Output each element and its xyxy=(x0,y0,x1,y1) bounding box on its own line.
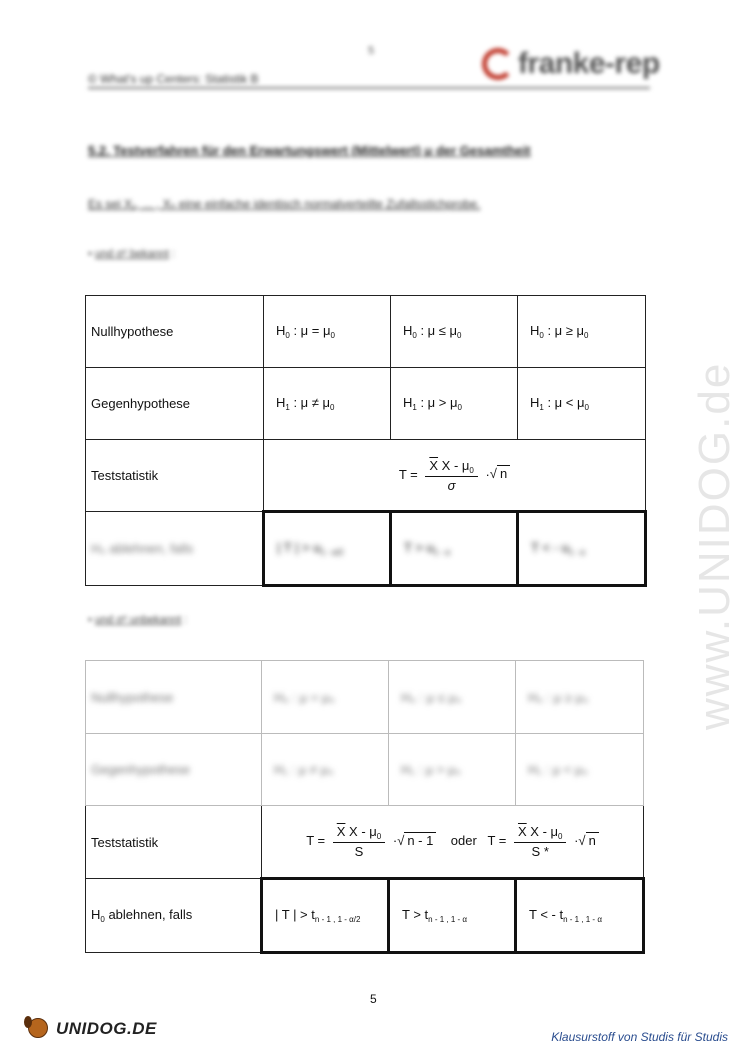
logo-c-icon xyxy=(482,48,514,80)
bullet-known-variance xyxy=(88,248,175,260)
hypothesis-cell: H₀ : μ = μ₀ xyxy=(262,661,389,734)
hypothesis-cell: $H_0$ : $\mu \ge \mu_0$ xyxy=(518,296,646,368)
page-number: 5 xyxy=(370,992,377,1006)
top-page-number: 5 xyxy=(368,45,375,57)
row-label: Nullhypothese xyxy=(86,661,262,734)
hypothesis-cell: $H_0$ : $\mu \le \mu_0$ xyxy=(391,296,518,368)
row-label: Teststatistik xyxy=(86,806,262,879)
table-row xyxy=(86,661,644,734)
hypothesis-cell: H₁ : μ ≠ μ₀ xyxy=(262,734,389,806)
footer-tagline: Klausurstoff von Studis für Studis xyxy=(551,1030,728,1044)
hypothesis-cell: H₁ : μ < μ₀ xyxy=(516,734,644,806)
hypothesis-cell: $H_1$ : $\mu \ne \mu_0$ xyxy=(264,368,391,440)
rejection-cell: $T > u_{1 - \alpha}$ xyxy=(391,512,518,586)
row-label: Nullhypothese xyxy=(86,296,264,368)
table-known-variance xyxy=(85,295,647,587)
row-label: Teststatistik xyxy=(86,440,264,512)
unidog-logo xyxy=(22,1016,157,1042)
test-statistic-formula: T = $\frac{\overline{X} X - \mu_0}{S}$ ·√ n - 1 oder T = $\frac{\overline{X} X - \mu_0}{S *}$ ·√ n xyxy=(262,806,644,879)
bullet-symbol: • xyxy=(88,614,92,626)
header-title: © What's up Centers: Statistik B xyxy=(88,72,259,86)
watermark: www.UNIDOG.de xyxy=(690,361,739,730)
hypothesis-cell: H₁ : μ > μ₀ xyxy=(389,734,516,806)
footer-logo-text: UNIDOG.DE xyxy=(56,1019,157,1038)
bullet-suffix: : xyxy=(184,614,188,626)
table-row xyxy=(86,734,644,806)
hypothesis-cell: $H_0$ : $\mu = \mu_0$ xyxy=(264,296,391,368)
dog-icon xyxy=(22,1016,52,1042)
row-label: Gegenhypothese xyxy=(86,734,262,806)
logo-text: franke-rep xyxy=(518,47,660,80)
test-statistic-formula: T = $\frac{\overline{X} X - \mu_0}{\sigma}$ ·√ n xyxy=(264,440,646,512)
rejection-cell: T < - $t_{n - 1 , 1 - \alpha}$ xyxy=(516,879,644,953)
rejection-cell: $T > t_{n - 1 , 1 - \alpha}$ xyxy=(389,879,516,953)
bullet-symbol: • xyxy=(88,248,92,260)
hypothesis-cell: $H_1$ : $\mu < \mu_0$ xyxy=(518,368,646,440)
hypothesis-cell: H₀ : μ ≤ μ₀ xyxy=(389,661,516,734)
bullet-suffix: : xyxy=(172,248,176,260)
table-unknown-variance xyxy=(85,660,645,954)
header-divider xyxy=(88,87,650,89)
table-row xyxy=(86,296,646,368)
bullet-text: und σ² unbekannt xyxy=(94,614,182,626)
rejection-cell: | T | > $u_{1 - \alpha/2}$ xyxy=(264,512,391,586)
franke-rep-logo xyxy=(482,44,660,84)
rejection-cell: | T | > $t_{n - 1 , 1 - \alpha/2}$ xyxy=(262,879,389,953)
table-row xyxy=(86,879,644,953)
table-row xyxy=(86,440,646,512)
table-row xyxy=(86,806,644,879)
table-row xyxy=(86,512,646,586)
section-intro: Es sei X₁, ... , Xₙ eine einfache identisch normalverteilte Zufallsstichprobe. xyxy=(88,197,481,211)
section-title: 5.2. Testverfahren für den Erwartungswert (Mittelwert) μ der Gesamtheit xyxy=(88,143,531,158)
rejection-cell: T < - $u_{1 - \alpha}$ xyxy=(518,512,646,586)
hypothesis-cell: H₀ : μ ≥ μ₀ xyxy=(516,661,644,734)
row-label: $H_0$ ablehnen, falls xyxy=(86,879,262,953)
hypothesis-cell: $H_1$ : $\mu > \mu_0$ xyxy=(391,368,518,440)
table-row xyxy=(86,368,646,440)
row-label: Gegenhypothese xyxy=(86,368,264,440)
bullet-text: und σ² bekannt xyxy=(94,248,169,260)
row-label: H₀ ablehnen, falls xyxy=(86,512,264,586)
bullet-unknown-variance xyxy=(88,614,187,626)
